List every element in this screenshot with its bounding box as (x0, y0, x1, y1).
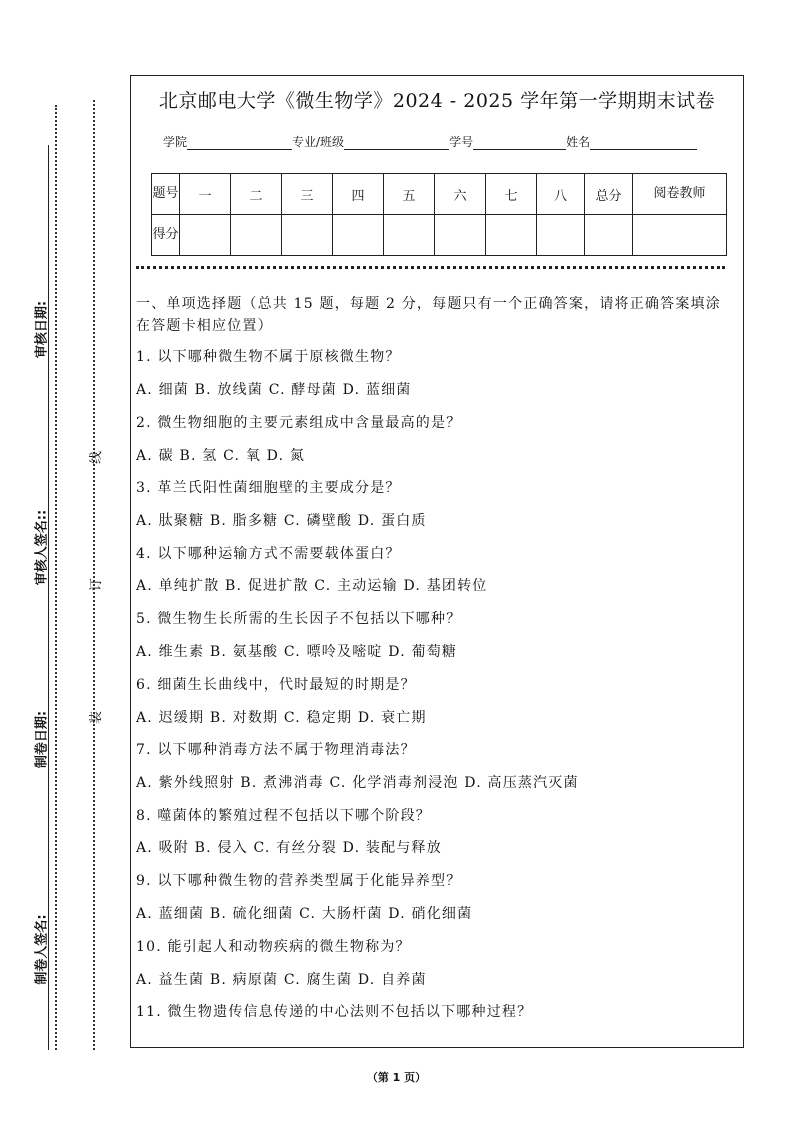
question-5: 5. 微生物生长所需的生长因子不包括以下哪种？ (136, 611, 462, 627)
score-table (151, 173, 727, 256)
question-3: 3. 革兰氏阳性菌细胞壁的主要成分是？ (136, 480, 401, 496)
col-2: 二 (231, 174, 282, 215)
dotted-separator (136, 266, 725, 269)
score-cell[interactable] (180, 215, 231, 256)
student-info-line (163, 133, 697, 150)
row-header-score: 得分 (152, 215, 180, 256)
score-cell[interactable] (486, 215, 537, 256)
binding-char-zhuang: 装 (89, 710, 105, 725)
binding-dotted-line-inner (93, 100, 95, 1050)
col-total: 总分 (585, 174, 633, 215)
options-3: A. 肽聚糖 B. 脂多糖 C. 磷壁酸 D. 蛋白质 (136, 513, 427, 529)
question-8: 8. 噬菌体的繁殖过程不包括以下哪个阶段？ (136, 808, 432, 824)
score-cell-total[interactable] (585, 215, 633, 256)
options-10: A. 益生菌 B. 病原菌 C. 腐生菌 D. 自养菌 (136, 972, 427, 988)
page-number: （第 1 页） (366, 1071, 427, 1084)
options-1: A. 细菌 B. 放线菌 C. 酵母菌 D. 蓝细菌 (136, 382, 412, 398)
col-3: 三 (282, 174, 333, 215)
make-date-label: 制卷日期: (34, 710, 50, 769)
col-6: 六 (435, 174, 486, 215)
options-8: A. 吸附 B. 侵入 C. 有丝分裂 D. 装配与释放 (136, 840, 442, 856)
review-date-label: 审核日期: (34, 300, 50, 359)
score-cell[interactable] (282, 215, 333, 256)
question-9: 9. 以下哪种微生物的营养类型属于化能异养型？ (136, 873, 462, 889)
score-cell[interactable] (333, 215, 384, 256)
options-5: A. 维生素 B. 氨基酸 C. 嘌呤及嘧啶 D. 葡萄糖 (136, 644, 458, 660)
question-11: 11. 微生物遗传信息传递的中心法则不包括以下哪种过程？ (136, 1004, 533, 1020)
col-4: 四 (333, 174, 384, 215)
col-8: 八 (537, 174, 585, 215)
student-id-field[interactable] (473, 135, 566, 150)
score-cell-grader[interactable] (633, 215, 727, 256)
col-7: 七 (486, 174, 537, 215)
options-4: A. 单纯扩散 B. 促进扩散 C. 主动运输 D. 基团转位 (136, 578, 488, 594)
options-7: A. 紫外线照射 B. 煮沸消毒 C. 化学消毒剂浸泡 D. 高压蒸汽灭菌 (136, 775, 579, 791)
exam-title: 北京邮电大学《微生物学》2024 - 2025 学年第一学期期末试卷 (158, 90, 716, 112)
question-4: 4. 以下哪种运输方式不需要载体蛋白？ (136, 546, 401, 562)
binding-dotted-line-outer (55, 105, 57, 1050)
col-5: 五 (384, 174, 435, 215)
options-6: A. 迟缓期 B. 对数期 C. 稳定期 D. 衰亡期 (136, 710, 427, 726)
score-cell[interactable] (537, 215, 585, 256)
maker-sign-label: 制卷人签名: (34, 914, 50, 985)
row-header-question-no: 题号 (152, 174, 180, 215)
college-field[interactable] (187, 135, 292, 150)
major-label: 专业/班级 (292, 135, 345, 149)
score-table-header-row (152, 174, 727, 215)
question-2: 2. 微生物细胞的主要元素组成中含量最高的是？ (136, 415, 462, 431)
exam-paper-frame (130, 75, 744, 1048)
section-1-heading: 一、单项选择题（总共 15 题，每题 2 分，每题只有一个正确答案，请将正确答案填涂在答题卡相应位置） (136, 296, 721, 334)
question-1: 1. 以下哪种微生物不属于原核微生物？ (136, 349, 401, 365)
score-cell[interactable] (231, 215, 282, 256)
score-cell[interactable] (435, 215, 486, 256)
options-2: A. 碳 B. 氢 C. 氧 D. 氮 (136, 448, 306, 464)
question-6: 6. 细菌生长曲线中，代时最短的时期是？ (136, 677, 416, 693)
student-id-label: 学号 (449, 135, 474, 149)
col-grader: 阅卷教师 (633, 174, 727, 215)
score-table-score-row (152, 215, 727, 256)
binding-char-ding: 订 (89, 577, 105, 592)
name-label: 姓名 (566, 135, 591, 149)
options-9: A. 蓝细菌 B. 硫化细菌 C. 大肠杆菌 D. 硝化细菌 (136, 906, 473, 922)
major-field[interactable] (344, 135, 449, 150)
college-label: 学院 (163, 135, 188, 149)
binding-char-xian: 线 (89, 450, 105, 465)
reviewer-sign-label: 审核人签名:: (34, 509, 50, 586)
score-cell[interactable] (384, 215, 435, 256)
col-1: 一 (180, 174, 231, 215)
name-field[interactable] (590, 135, 697, 150)
question-7: 7. 以下哪种消毒方法不属于物理消毒法？ (136, 742, 416, 758)
question-10: 10. 能引起人和动物疾病的微生物称为？ (136, 939, 411, 955)
